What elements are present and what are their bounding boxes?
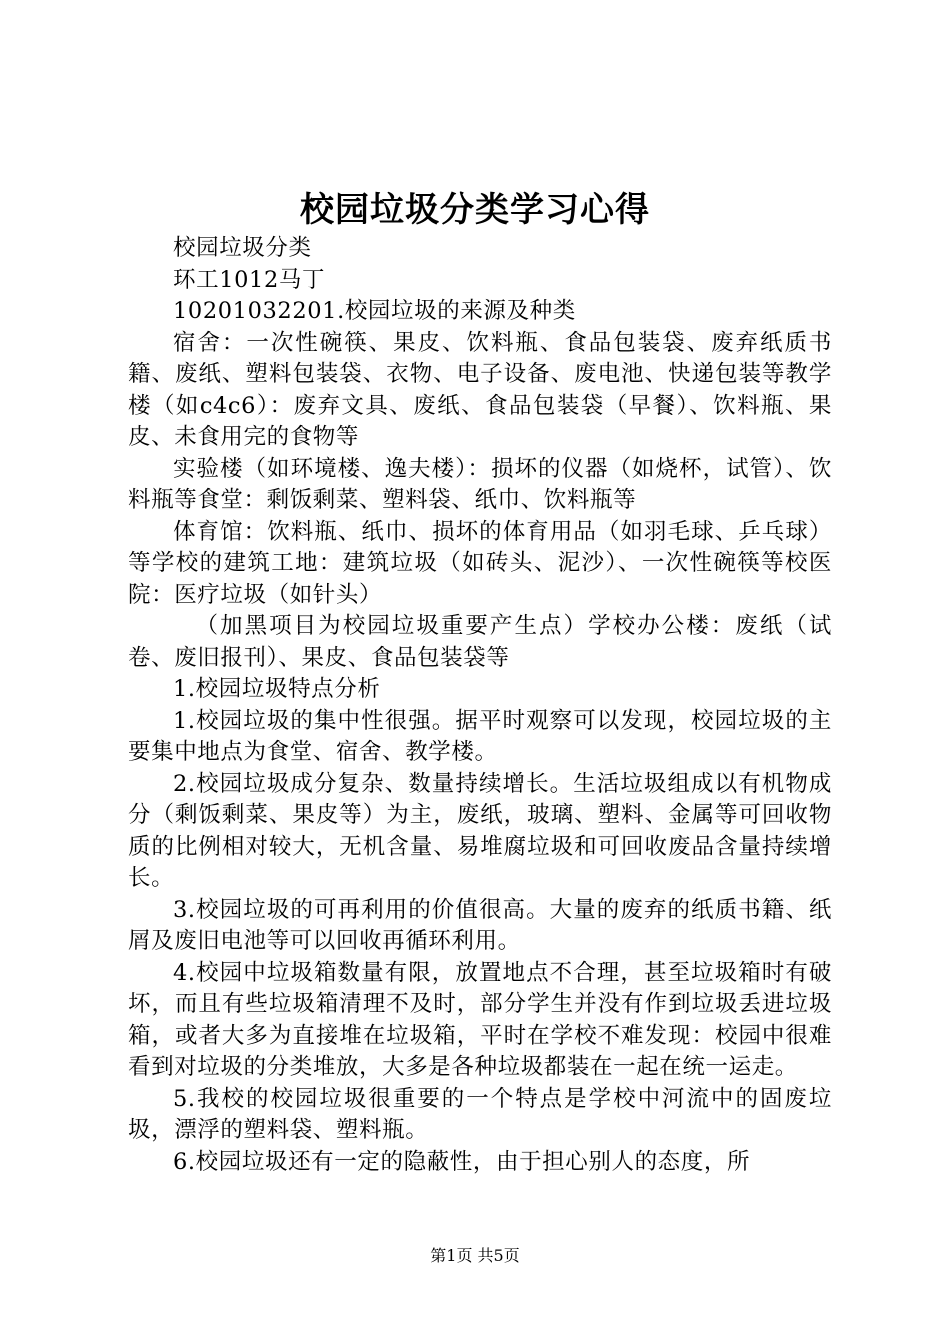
- document-title: 校园垃圾分类学习心得: [300, 190, 650, 230]
- paragraph-lab-building: 实验楼（如环境楼、逸夫楼）：损坏的仪器（如烧杯，试管）、饮料瓶等食堂：剩饭剩菜、塑料袋、纸巾、饮料瓶等: [128, 455, 832, 513]
- paragraph-subject: 校园垃圾分类: [173, 235, 312, 261]
- paragraph-section-1-heading: 10201032201.校园垃圾的来源及种类: [173, 298, 576, 324]
- paragraph-point-1: 1.校园垃圾的集中性很强。据平时观察可以发现，校园垃圾的主要集中地点为食堂、宿舍、教学楼。: [128, 707, 832, 765]
- paragraph-author: 环工1012马丁: [173, 266, 326, 293]
- paragraph-point-2: 2.校园垃圾成分复杂、数量持续增长。生活垃圾组成以有机物成分（剩饭剩菜、果皮等）为主，废纸，玻璃、塑料、金属等可回收物质的比例相对较大，无机含量、易堆腐垃圾和可回收废品含量持续增长。: [128, 770, 832, 891]
- paragraph-point-6: 6.校园垃圾还有一定的隐蔽性，由于担心别人的态度，所: [173, 1148, 751, 1175]
- paragraph-dormitory: 宿舍：一次性碗筷、果皮、饮料瓶、食品包装袋、废弃纸质书籍、废纸、塑料包装袋、衣物、电子设备、废电池、快递包装等教学楼（如c4c6）：废弃文具、废纸、食品包装袋（早餐）、饮料瓶、果皮、未食用完的食物等: [128, 329, 832, 450]
- paragraph-section-2-heading: 1.校园垃圾特点分析: [173, 676, 381, 702]
- document-body: [128, 233, 832, 1178]
- paragraph-point-5: 5.我校的校园垃圾很重要的一个特点是学校中河流中的固废垃圾，漂浮的塑料袋、塑料瓶。: [128, 1085, 832, 1143]
- page-footer: 第1页 共5页: [430, 1246, 520, 1265]
- paragraph-point-3: 3.校园垃圾的可再利用的价值很高。大量的废弃的纸质书籍、纸屑及废旧电池等可以回收再循环利用。: [128, 896, 832, 954]
- paragraph-point-4: 4.校园中垃圾箱数量有限，放置地点不合理，甚至垃圾箱时有破坏，而且有些垃圾箱清理不及时，部分学生并没有作到垃圾丢进垃圾箱，或者大多为直接堆在垃圾箱，平时在学校不难发现：校园中很难看到对垃圾的分类堆放，大多是各种垃圾都装在一起在统一运走。: [128, 959, 832, 1080]
- paragraph-office-building: （加黑项目为校园垃圾重要产生点）学校办公楼：废纸（试卷、废旧报刊）、果皮、食品包装袋等: [128, 613, 832, 671]
- paragraph-gymnasium: 体育馆：饮料瓶、纸巾、损坏的体育用品（如羽毛球、乒乓球）等学校的建筑工地：建筑垃圾（如砖头、泥沙）、一次性碗筷等校医院：医疗垃圾（如针头）: [128, 518, 832, 608]
